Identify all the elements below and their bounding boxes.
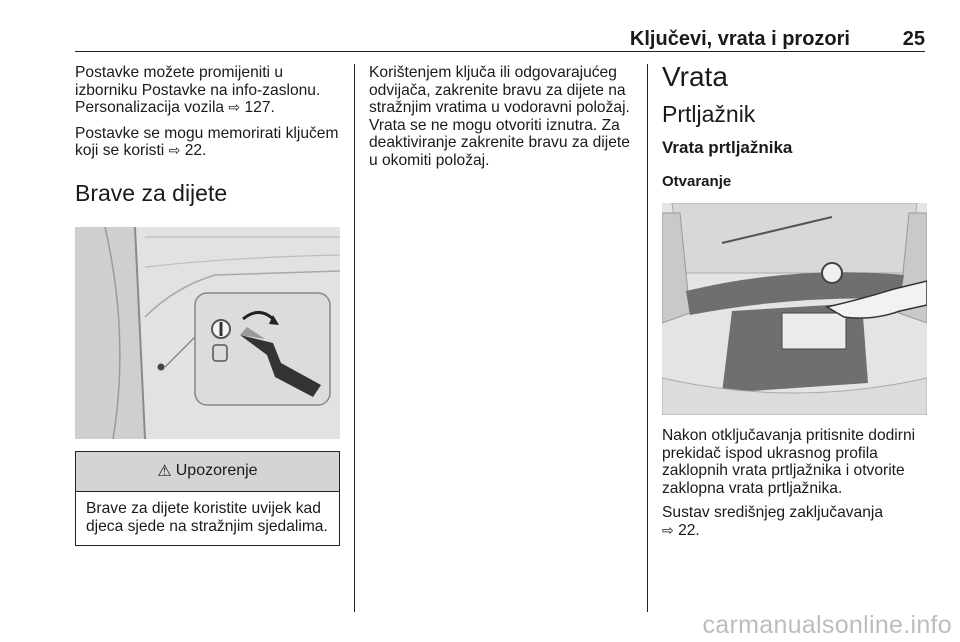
column-divider [354, 64, 355, 612]
page-number: 25 [902, 28, 925, 50]
column-left [75, 64, 340, 546]
column-right [662, 61, 928, 548]
section-title: Prtljažnik [662, 101, 756, 127]
reference-arrow-icon: ⇨ [228, 100, 241, 117]
page-reference-link[interactable]: 22. [184, 142, 207, 160]
reference-arrow-icon: ⇨ [168, 143, 181, 160]
header-title: Ključevi, vrata i prozori [629, 28, 850, 50]
column-divider [647, 64, 648, 612]
paragraph: Korištenjem ključa ili odgovarajućeg odvijača, zakrenite bravu za dijete na stražnjim vratima u vodoravni položaj. Vrata se ne mogu otvoriti iznutra. Za deaktiviranje zakrenite bravu za dijete u okomiti položaj. [369, 64, 630, 169]
topic-title: Otvaranje [662, 173, 732, 190]
paragraph: Postavke možete promijeniti u izborniku Postavke na info-zaslonu. Personalizacija vozila ⇨ 127. [75, 64, 321, 117]
paragraph: Nakon otključavanja pritisnite dodirni prekidač ispod ukrasnog profila zaklopnih vrata prtljažnika i otvorite zaklopna vrata prtljažnika. [662, 427, 916, 497]
reference-arrow-icon: ⇨ [662, 522, 674, 539]
column-middle [369, 64, 633, 177]
page-header [75, 26, 925, 52]
warning-icon: ⚠ [157, 463, 172, 481]
warning-header [76, 452, 339, 492]
paragraph: Sustav središnjeg zaključavanja ⇨ 22. [662, 504, 884, 539]
page-reference-link[interactable]: 22. [678, 521, 700, 539]
paragraph: Postavke se mogu memorirati ključem koji se koristi ⇨ 22. [75, 124, 339, 160]
chapter-title: Vrata [662, 61, 728, 92]
tailgate-illustration [662, 203, 927, 415]
section-title: Brave za dijete [75, 179, 228, 206]
warning-text: Brave za dijete koristite uvijek kad djeca sjede na stražnjim sjedalima. [86, 499, 328, 535]
subsection-title: Vrata prtljažnika [662, 138, 793, 157]
warning-box [75, 451, 340, 546]
child-lock-illustration [75, 227, 340, 439]
watermark: carmanualsonline.info [702, 611, 952, 639]
warning-title: Upozorenje [175, 462, 258, 480]
page-reference-link[interactable]: 127. [244, 99, 275, 117]
